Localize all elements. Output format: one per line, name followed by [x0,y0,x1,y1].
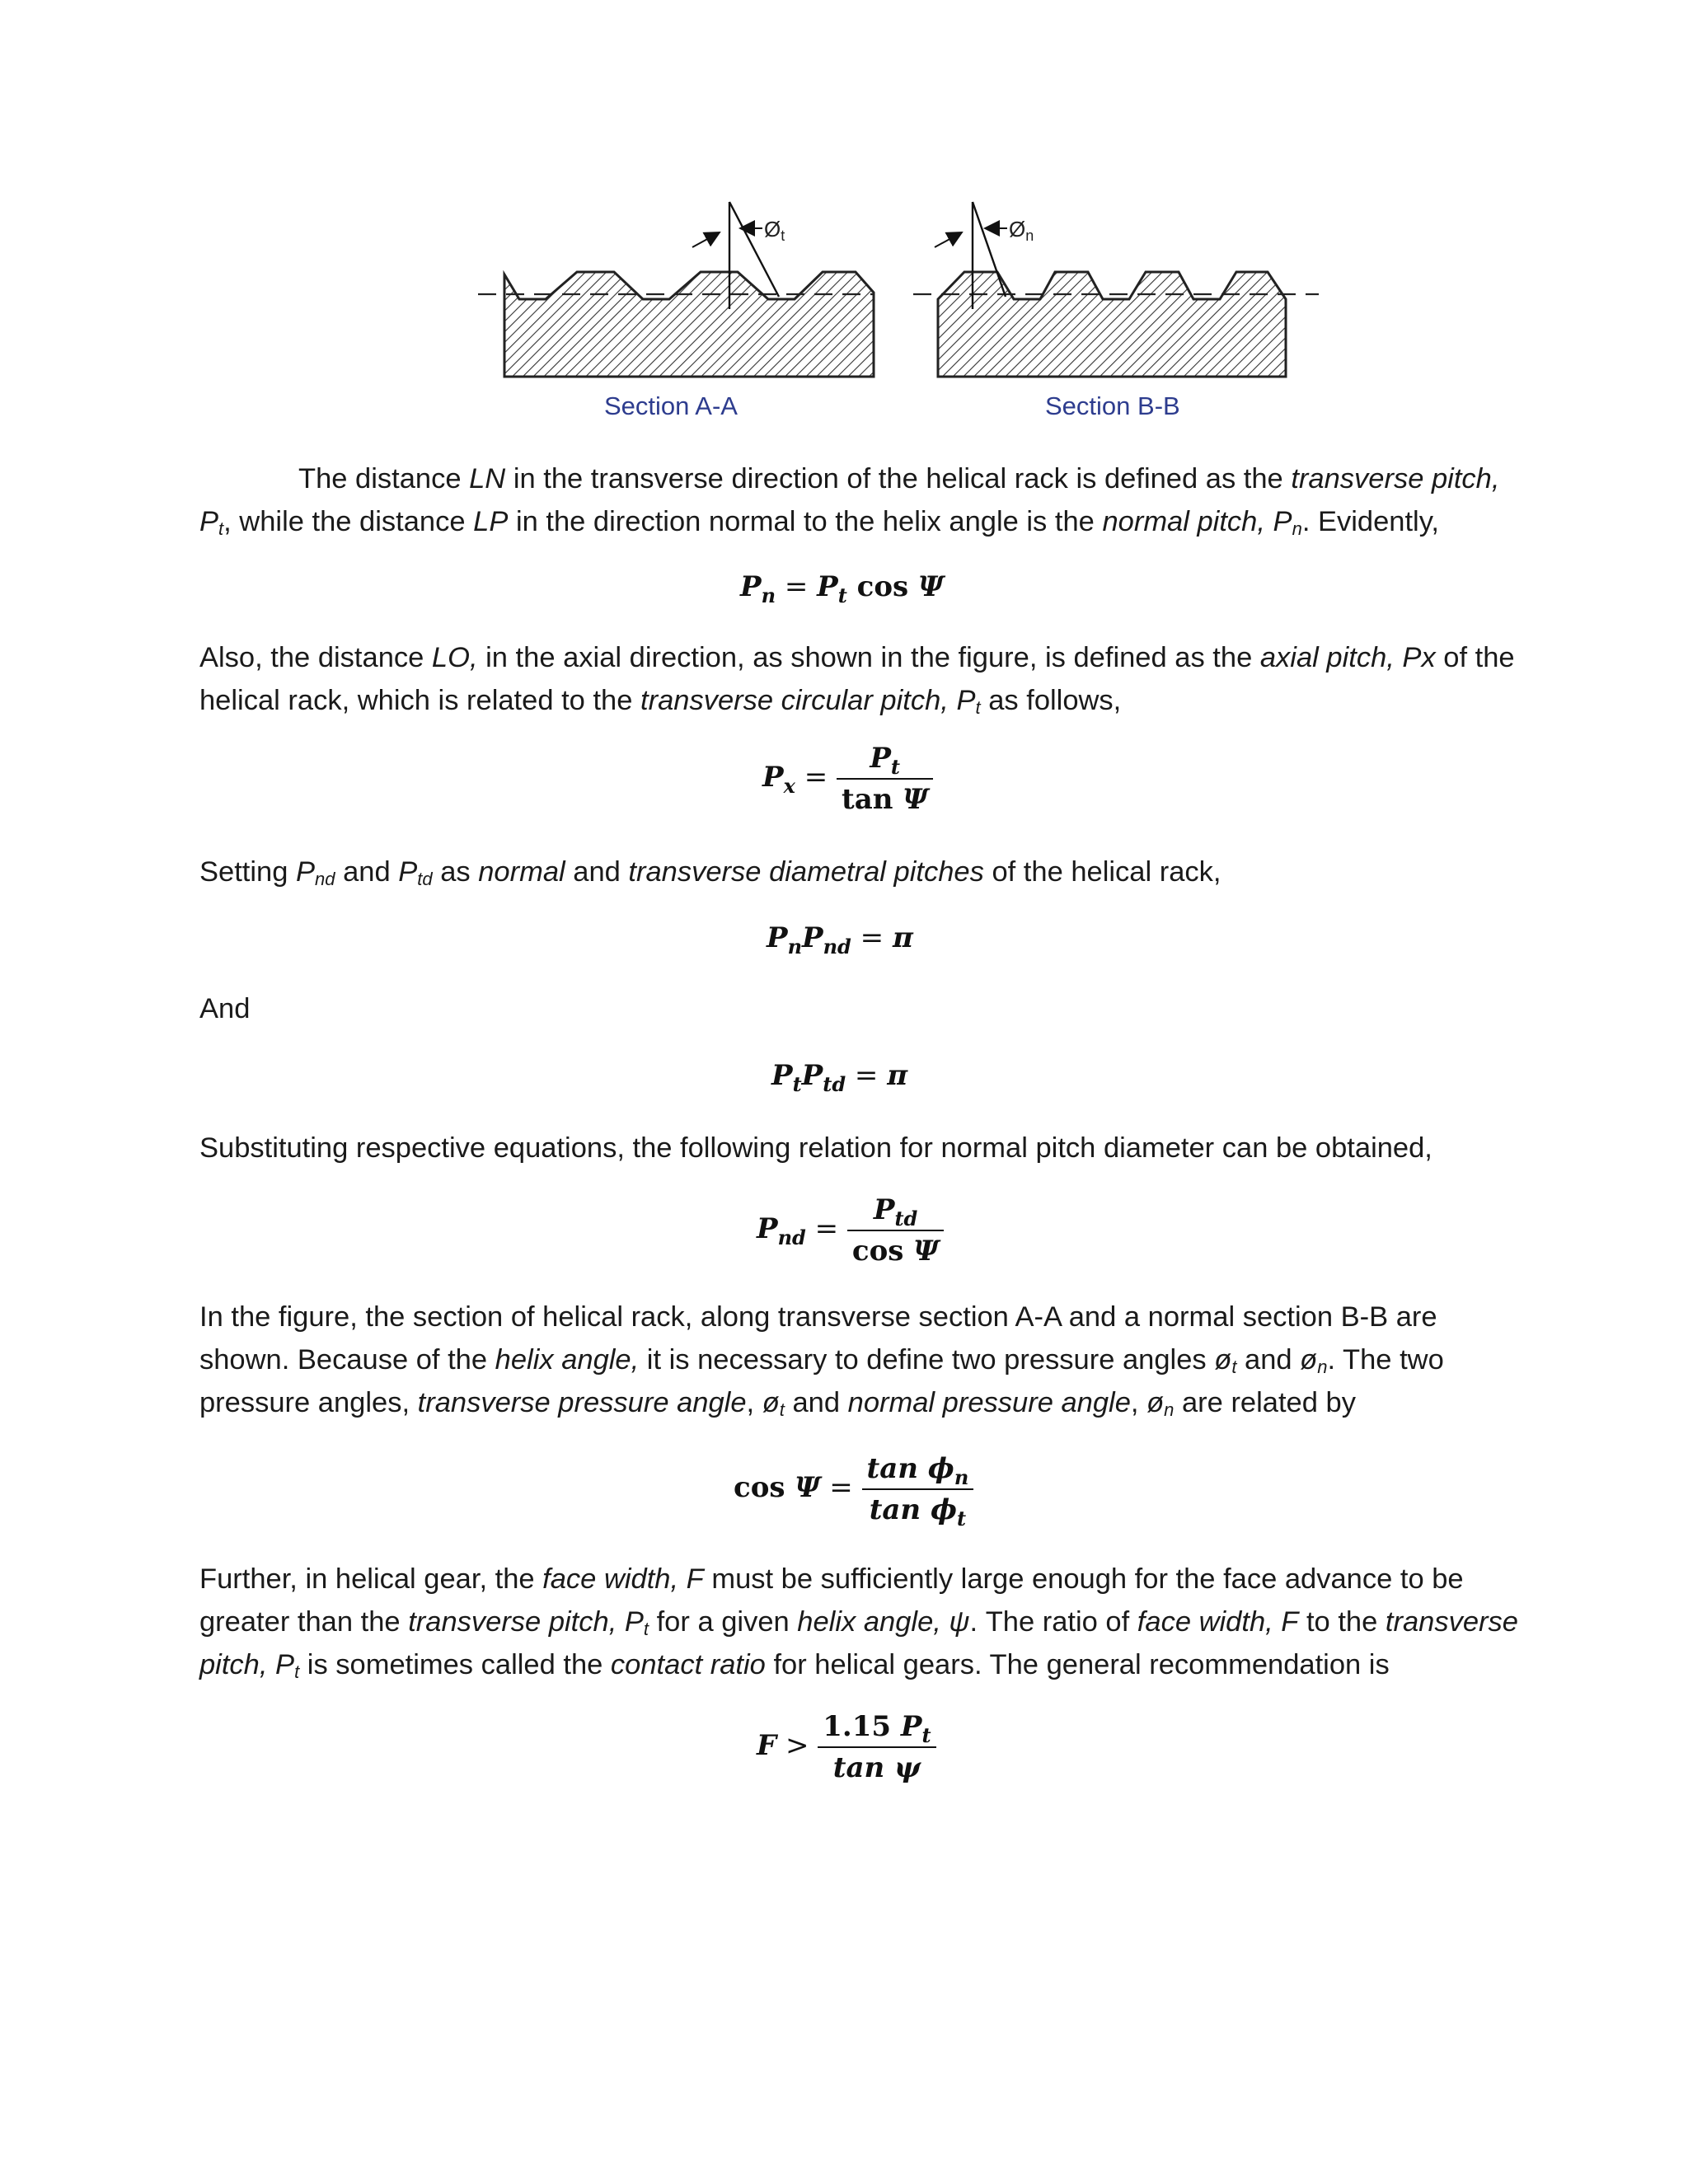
equation-pressure-angle-relation: cos Ψ = $\frac{\tan \phi_n}{\tan \phi_t}$ [734,1452,973,1526]
equation-normal-pitch-diameter: $P_{nd}$ = $\frac{P_{td}}{\text{cos Ψ}}$ [757,1193,944,1268]
equation-face-width-recommendation: F > $\frac{1.15 P_t}{\text{tan ψ}}$ [757,1710,936,1784]
equation-normal-diametral: $P_nP_{nd} = \pi$ [767,921,913,958]
equation-axial-pitch: $P_x$ = $\frac{P_t}{\text{tan Ψ}}$ [762,742,933,816]
paragraph-axial-pitch: Also, the distance LO, in the axial direction, as shown in the figure, is defined as the axial pitch, Px of the helical rack, which is related to the transverse circular pitch, $P_t$ as follows, [199,642,1515,718]
angle-arrow-a [692,232,720,247]
angle-arrow-b [935,232,962,247]
paragraph-diametral-pitches: Setting $P_{nd}$ and $P_{td}$ as normal and transverse diametral pitches of the helical rack, [199,856,1221,889]
caption-section-b: Section B-B [1045,391,1180,420]
paragraph-and: And [199,993,251,1024]
angle-label-t: Øt [764,217,785,244]
rack-sections-figure [462,185,1327,433]
paragraph-pressure-angles: In the figure, the section of helical rack, along transverse section A-A and a normal section B-B are shown. Because of the helix angle, it is necessary to define two pressure angles $ø_t$ and $ø_n$. The two pressure angles, transverse pressure angle, $ø_t$ and normal pressure angle, $ø_n$ are related by [199,1301,1444,1420]
paragraph-pitch-definition: The distance LN in the transverse direction of the helical rack is defined as the transverse pitch, $P_t$, while the distance LP in the direction normal to the helix angle is the normal pitch, $P_n$. Evidently, [199,463,1500,539]
rack-b-profile [938,272,1286,377]
rack-a-profile [504,272,874,377]
angle-label-n: Øn [1009,217,1034,244]
rack-sections-diagram [462,185,1327,433]
caption-section-a: Section A-A [604,391,738,420]
paragraph-substituting: Substituting respective equations, the following relation for normal pitch diameter can be obtained, [199,1132,1432,1164]
equation-normal-pitch: $P_n = P_t$ cos Ψ [740,570,945,607]
equation-transverse-diametral: $P_tP_{td} = \pi$ [771,1059,908,1096]
paragraph-face-width: Further, in helical gear, the face width, F must be sufficiently large enough for the face advance to be greater than the transverse pitch, $P_t$ for a given helix angle, ψ. The ratio of face width, F to the transverse pitch, $P_t$ is sometimes called the contact ratio for helical gears. The general recommendation is [199,1563,1518,1682]
